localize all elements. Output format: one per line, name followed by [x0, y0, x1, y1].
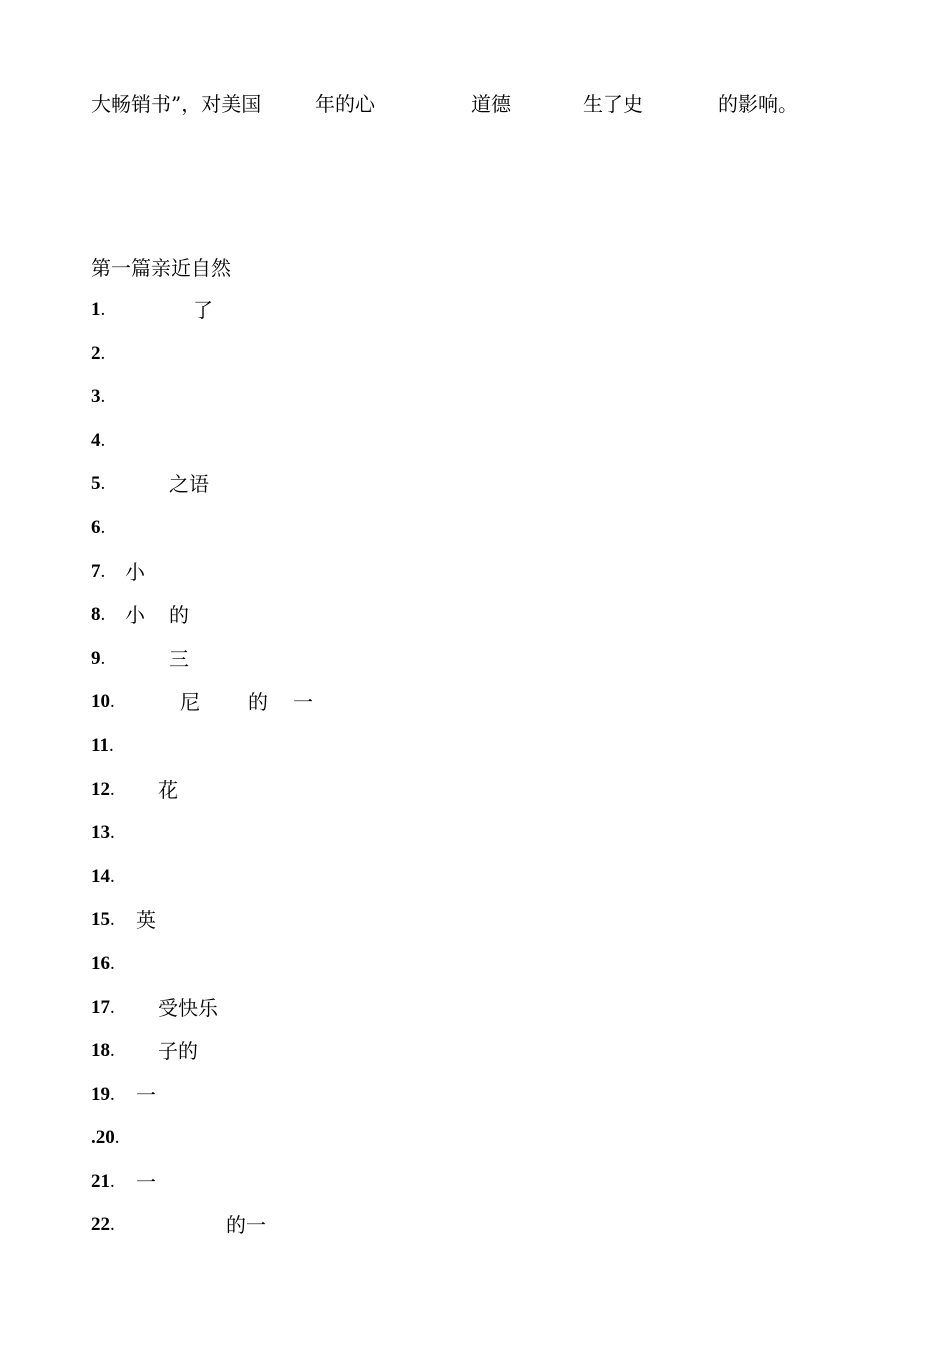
toc-number: 7.: [91, 560, 106, 582]
toc-number: 10.: [91, 691, 115, 713]
toc-item: [0, 776, 950, 820]
toc-list: [0, 296, 950, 1255]
toc-text: 一: [136, 1169, 156, 1194]
toc-text: 一: [293, 690, 313, 715]
toc-text: 一: [136, 1082, 156, 1107]
toc-item: [0, 558, 950, 602]
toc-item: [0, 819, 950, 863]
toc-number: 8.: [91, 604, 106, 626]
toc-number: 17.: [91, 996, 115, 1018]
toc-number: 11.: [91, 734, 114, 756]
toc-item: [0, 994, 950, 1038]
intro-fragment: 的影响。: [718, 92, 798, 116]
toc-number: 5.: [91, 473, 106, 495]
toc-item: [0, 514, 950, 558]
toc-number: 15.: [91, 909, 115, 931]
toc-item: [0, 906, 950, 950]
toc-text: 英: [136, 908, 156, 933]
toc-text: 的一: [226, 1213, 266, 1238]
toc-item: [0, 1211, 950, 1255]
toc-item: [0, 340, 950, 384]
toc-number: 21.: [91, 1170, 115, 1192]
toc-text: 尼: [180, 690, 200, 715]
toc-text: 小: [125, 603, 145, 628]
toc-number: 2.: [91, 342, 106, 364]
toc-text: 的: [248, 690, 268, 715]
toc-item: [0, 1037, 950, 1081]
intro-fragment: 道德: [471, 92, 511, 116]
toc-item: [0, 732, 950, 776]
section-title: 第一篇亲近自然: [91, 256, 231, 280]
toc-text: 子的: [158, 1039, 198, 1064]
toc-item: [0, 427, 950, 471]
toc-number: 16.: [91, 952, 115, 974]
toc-number: 22.: [91, 1214, 115, 1236]
toc-item: [0, 863, 950, 907]
toc-item: [0, 296, 950, 340]
toc-number: .20.: [91, 1127, 120, 1149]
toc-number: 1.: [91, 299, 106, 320]
intro-fragment: 生了史: [583, 92, 643, 116]
toc-text: 三: [169, 646, 189, 671]
toc-number: 3.: [91, 386, 106, 408]
toc-number: 14.: [91, 865, 115, 887]
toc-text: 的: [169, 603, 189, 628]
toc-item: [0, 1124, 950, 1168]
toc-text: 了: [193, 298, 213, 322]
toc-number: 13.: [91, 822, 115, 844]
toc-text: 小: [125, 559, 145, 584]
toc-number: 12.: [91, 778, 115, 800]
toc-number: 4.: [91, 429, 106, 451]
toc-item: [0, 645, 950, 689]
intro-line: [0, 90, 950, 118]
toc-number: 6.: [91, 516, 106, 538]
toc-number: 19.: [91, 1083, 115, 1105]
toc-item: [0, 1081, 950, 1125]
intro-fragment: 大畅销书”，对美国: [91, 92, 262, 116]
toc-item: [0, 383, 950, 427]
toc-text: 花: [158, 777, 178, 802]
intro-fragment: 年的心: [315, 92, 375, 116]
toc-item: [0, 601, 950, 645]
toc-item: [0, 1168, 950, 1212]
toc-number: 18.: [91, 1040, 115, 1062]
toc-text: 受快乐: [158, 995, 218, 1020]
toc-item: [0, 688, 950, 732]
toc-number: 9.: [91, 647, 106, 669]
toc-text: 之语: [169, 472, 209, 497]
toc-item: [0, 470, 950, 514]
toc-item: [0, 950, 950, 994]
